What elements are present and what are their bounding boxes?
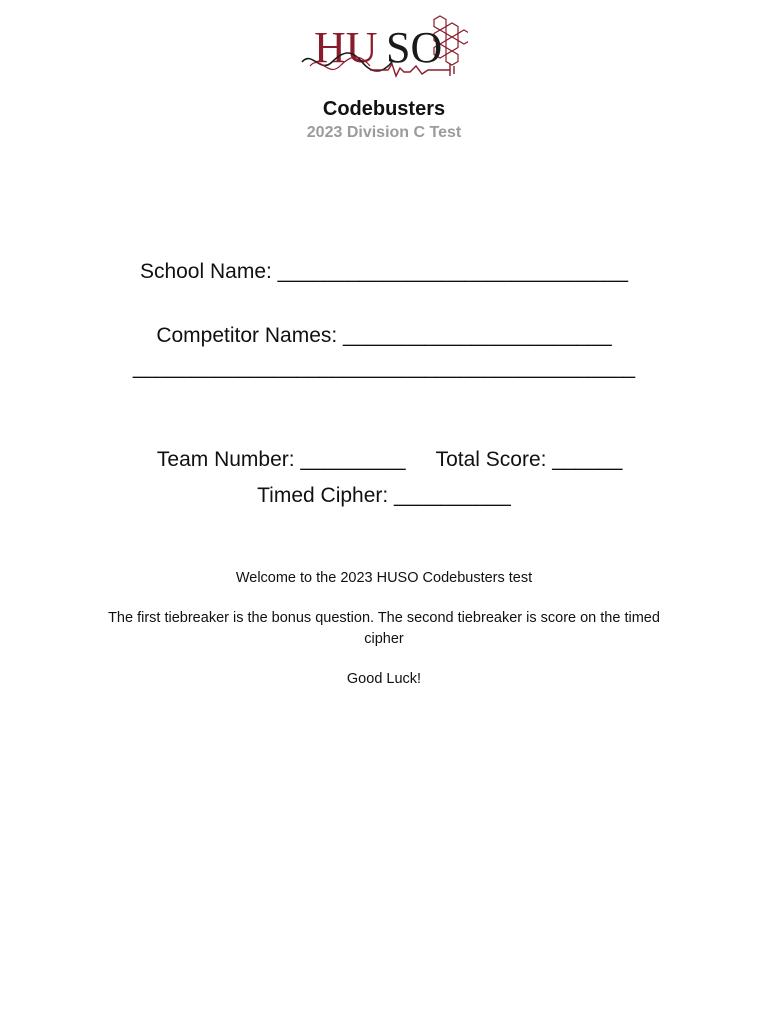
logo-text-so: SO <box>386 23 443 72</box>
welcome-text: Welcome to the 2023 HUSO Codebusters test <box>235 570 533 586</box>
school-name-field: School Name: ______________________________ <box>139 260 629 283</box>
logo-text-hu: HU <box>314 23 378 72</box>
good-luck-text: Good Luck! <box>346 671 422 687</box>
tiebreaker-text: The first tiebreaker is the bonus question. The second tiebreaker is score on the timed cipher <box>108 610 660 647</box>
page-title: Codebusters <box>322 98 446 120</box>
timed-cipher-field: Timed Cipher: __________ <box>257 484 511 507</box>
total-score-field: Total Score: ______ <box>435 448 623 471</box>
huso-logo <box>300 10 468 82</box>
competitor-names-line-2: ___________________________________________ <box>132 356 636 379</box>
page-subtitle: 2023 Division C Test <box>306 124 462 141</box>
team-number-field: Team Number: _________ <box>156 448 406 471</box>
competitor-names-field: Competitor Names: _______________________ <box>156 324 612 347</box>
team-score-row <box>0 418 768 474</box>
